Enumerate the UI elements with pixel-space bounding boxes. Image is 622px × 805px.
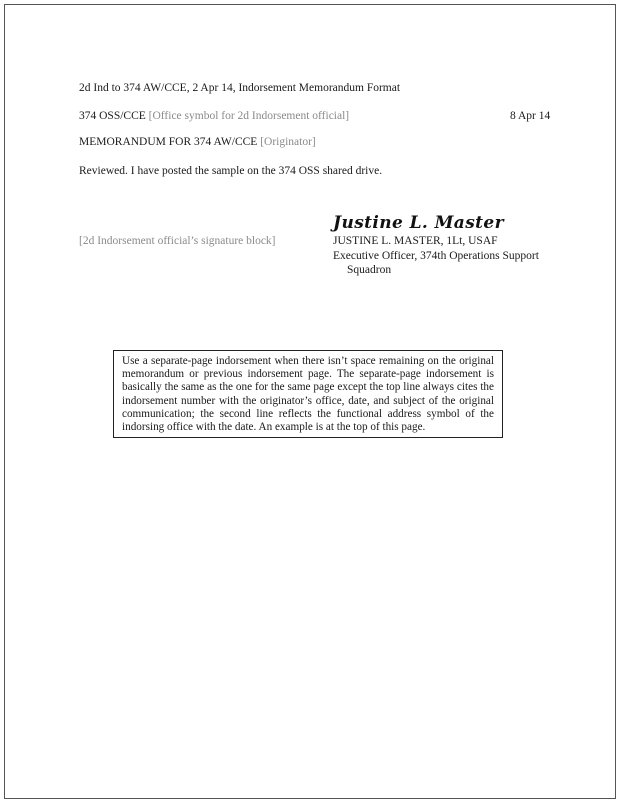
memo-date: 8 Apr 14 xyxy=(510,110,551,122)
memo-for-note: [Originator] xyxy=(260,136,316,148)
document-page xyxy=(4,4,616,799)
signer-title-line2: Squadron xyxy=(347,264,392,276)
memo-body-text: Reviewed. I have posted the sample on the 374 OSS shared drive. xyxy=(79,165,383,177)
signature-block-label: [2d Indorsement official’s signature block] xyxy=(79,235,276,247)
office-symbol-note: [Office symbol for 2d Indorsement official] xyxy=(148,110,350,122)
signer-name: JUSTINE L. MASTER, 1Lt, USAF xyxy=(333,235,498,247)
office-symbol: 374 OSS/CCE xyxy=(79,110,146,122)
office-symbol-line xyxy=(79,109,349,123)
memo-for-line xyxy=(79,135,316,149)
memo-for-addressee: 374 AW/CCE xyxy=(194,136,258,148)
signer-title-line1: Executive Officer, 374th Operations Support xyxy=(333,250,539,262)
indorsement-heading: 2d Ind to 374 AW/CCE, 2 Apr 14, Indorsement Memorandum Format xyxy=(79,82,401,94)
handwritten-signature: Justine L. Master xyxy=(333,213,504,233)
memo-for-label: MEMORANDUM FOR xyxy=(79,136,192,148)
instruction-note-text: Use a separate-page indorsement when there isn’t space remaining on the original memorandum or previous indorsement page. The separate-page indorsement is basically the same as the one for the same page except the top line always cites the indorsement number with the originator’s office, date, and subject of the original communication; the second line reflects the functional address symbol of the indorsing office with the date. An example is at the top of this page. xyxy=(122,355,494,434)
instruction-note-box xyxy=(113,350,503,438)
